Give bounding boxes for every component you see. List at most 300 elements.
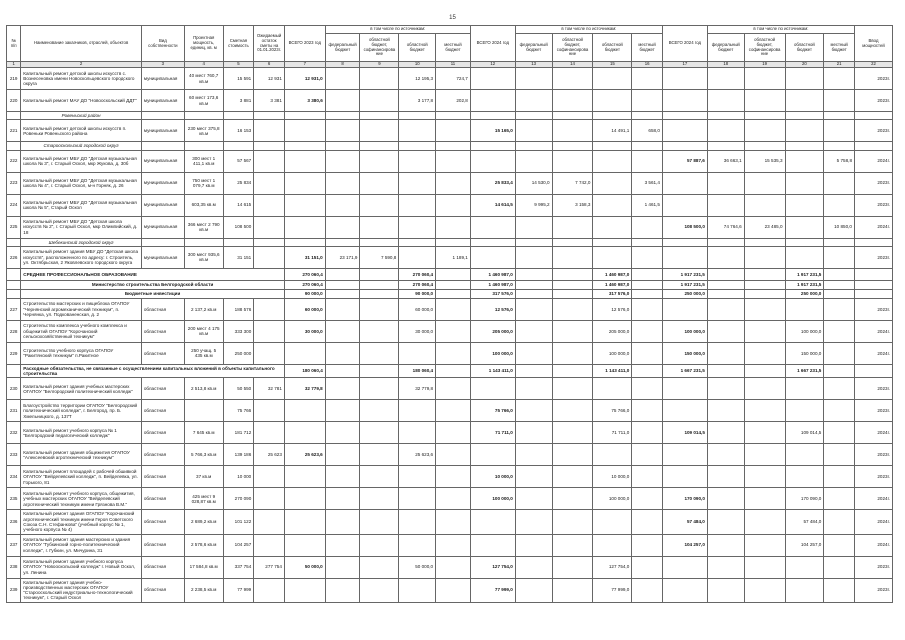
total-t23: 270 060,4 bbox=[284, 268, 325, 280]
total-t25: 250 000,0 bbox=[662, 289, 707, 298]
amount-l23 bbox=[436, 556, 471, 578]
amount-t23 bbox=[284, 216, 325, 238]
total-r23: 180 060,4 bbox=[399, 364, 436, 378]
commissioning-year: 2024г. bbox=[855, 320, 893, 342]
estimated-cost: 14 615 bbox=[223, 194, 254, 216]
amount-c24 bbox=[552, 466, 593, 488]
ownership-type: областная bbox=[141, 320, 184, 342]
amount-r23: 30 000,0 bbox=[399, 320, 436, 342]
amount-r23 bbox=[399, 150, 436, 172]
amount-f25 bbox=[707, 68, 744, 90]
amount-f23 bbox=[325, 120, 360, 142]
amount-c23 bbox=[360, 510, 399, 534]
empty-cell bbox=[593, 112, 632, 120]
empty-cell bbox=[662, 112, 707, 120]
amount-f25 bbox=[707, 422, 744, 444]
header-commissioning: Ввод мощностей bbox=[855, 26, 893, 62]
empty-cell bbox=[223, 142, 254, 150]
row-number-empty bbox=[7, 142, 21, 150]
remaining-cost: 277 754 bbox=[254, 556, 285, 578]
empty-cell bbox=[436, 289, 471, 298]
remaining-cost bbox=[254, 194, 285, 216]
amount-f24 bbox=[515, 320, 552, 342]
empty-cell bbox=[399, 142, 436, 150]
amount-r23 bbox=[399, 246, 436, 268]
amount-c25 bbox=[744, 466, 785, 488]
amount-r23 bbox=[399, 120, 436, 142]
empty-cell bbox=[632, 280, 663, 289]
district-header-row bbox=[7, 112, 893, 120]
capacity: 603,35 кв.м bbox=[184, 194, 223, 216]
empty-cell bbox=[552, 268, 593, 280]
amount-t24 bbox=[470, 534, 515, 556]
table-header bbox=[7, 26, 893, 68]
capacity: 230 мест 375,8 кв.м bbox=[184, 120, 223, 142]
amount-f23 bbox=[325, 194, 360, 216]
row-number: 225 bbox=[7, 216, 21, 238]
empty-cell bbox=[632, 238, 663, 246]
amount-c24 bbox=[552, 422, 593, 444]
amount-l25 bbox=[824, 400, 855, 422]
header-regional: областной бюджет bbox=[593, 34, 632, 62]
capacity: 17 584,8 кв.м bbox=[184, 556, 223, 578]
estimated-cost: 10 000 bbox=[223, 466, 254, 488]
amount-t24 bbox=[470, 150, 515, 172]
amount-f24 bbox=[515, 422, 552, 444]
amount-t24: 77 999,0 bbox=[470, 578, 515, 602]
ownership-type: муниципальная bbox=[141, 172, 184, 194]
header-federal: федеральный бюджет bbox=[325, 34, 360, 62]
amount-c25 bbox=[744, 510, 785, 534]
total-r25: 250 000,0 bbox=[785, 289, 824, 298]
amount-c25: 15 535,3 bbox=[744, 150, 785, 172]
amount-l23 bbox=[436, 422, 471, 444]
amount-l24 bbox=[632, 578, 663, 602]
amount-c25 bbox=[744, 578, 785, 602]
total-t25: 1 917 231,5 bbox=[662, 280, 707, 289]
amount-t24: 71 711,0 bbox=[470, 422, 515, 444]
amount-r24 bbox=[593, 194, 632, 216]
district-header-row bbox=[7, 238, 893, 246]
amount-l24 bbox=[632, 298, 663, 320]
amount-f23 bbox=[325, 444, 360, 466]
amount-c25 bbox=[744, 120, 785, 142]
amount-f24 bbox=[515, 90, 552, 112]
amount-t25: 104 257,0 bbox=[662, 534, 707, 556]
subsection-total-row bbox=[7, 280, 893, 289]
amount-r24 bbox=[593, 246, 632, 268]
empty-cell bbox=[184, 142, 223, 150]
amount-r25 bbox=[785, 150, 824, 172]
amount-t24 bbox=[470, 510, 515, 534]
amount-c24 bbox=[552, 488, 593, 510]
row-number: 227 bbox=[7, 298, 21, 320]
ownership-type: областная bbox=[141, 466, 184, 488]
amount-t23: 30 000,0 bbox=[284, 320, 325, 342]
amount-t25 bbox=[662, 194, 707, 216]
commissioning-year: 2023г. bbox=[855, 578, 893, 602]
empty-cell bbox=[855, 280, 893, 289]
header-total-2025: ВСЕГО 2024 год bbox=[662, 26, 707, 62]
row-number-empty bbox=[7, 268, 21, 280]
amount-l23 bbox=[436, 298, 471, 320]
amount-l25 bbox=[824, 68, 855, 90]
section-total-row bbox=[7, 364, 893, 378]
header-sources-2023: в том числе по источникам: bbox=[325, 26, 470, 34]
estimated-cost: 188 576 bbox=[223, 298, 254, 320]
empty-cell bbox=[824, 238, 855, 246]
amount-l24 bbox=[632, 444, 663, 466]
amount-l25 bbox=[824, 444, 855, 466]
amount-r24 bbox=[593, 216, 632, 238]
row-number: 220 bbox=[7, 90, 21, 112]
object-name: Капитальный ремонт МАУ ДО "Новооскольский ДДТ" bbox=[21, 90, 142, 112]
empty-cell bbox=[855, 289, 893, 298]
amount-c24 bbox=[552, 342, 593, 364]
amount-r24: 77 999,0 bbox=[593, 578, 632, 602]
amount-f25 bbox=[707, 400, 744, 422]
header-num: № п/п bbox=[7, 26, 21, 62]
empty-cell bbox=[360, 280, 399, 289]
amount-t24 bbox=[470, 378, 515, 400]
amount-t24: 25 833,4 bbox=[470, 172, 515, 194]
ownership-type: областная bbox=[141, 444, 184, 466]
remaining-cost bbox=[254, 510, 285, 534]
district-name: Шебекинский городской округ bbox=[21, 238, 142, 246]
amount-r24 bbox=[593, 378, 632, 400]
empty-cell bbox=[325, 364, 360, 378]
amount-f23 bbox=[325, 172, 360, 194]
amount-r24: 100 000,0 bbox=[593, 342, 632, 364]
header-name: Наименование заказчиков, отраслей, объектов bbox=[21, 26, 142, 62]
row-number: 231 bbox=[7, 400, 21, 422]
amount-c23 bbox=[360, 342, 399, 364]
amount-r25 bbox=[785, 68, 824, 90]
table-row bbox=[7, 422, 893, 444]
commissioning-year: 2024г. bbox=[855, 488, 893, 510]
header-sources-2024: в том числе по источникам: bbox=[515, 26, 662, 34]
column-number: 4 bbox=[184, 62, 223, 68]
amount-t25 bbox=[662, 172, 707, 194]
amount-c24 bbox=[552, 444, 593, 466]
amount-r25: 150 000,0 bbox=[785, 342, 824, 364]
amount-r24: 127 754,0 bbox=[593, 556, 632, 578]
empty-cell bbox=[785, 238, 824, 246]
row-number: 221 bbox=[7, 120, 21, 142]
amount-t24: 127 754,0 bbox=[470, 556, 515, 578]
table-row bbox=[7, 194, 893, 216]
column-number: 2 bbox=[21, 62, 142, 68]
table-row bbox=[7, 172, 893, 194]
amount-t24: 12 576,0 bbox=[470, 298, 515, 320]
commissioning-year: 2023г. bbox=[855, 68, 893, 90]
table-row bbox=[7, 320, 893, 342]
amount-l25 bbox=[824, 466, 855, 488]
amount-c23 bbox=[360, 90, 399, 112]
total-r23: 270 060,4 bbox=[399, 268, 436, 280]
amount-l23 bbox=[436, 488, 471, 510]
column-number: 5 bbox=[223, 62, 254, 68]
column-number: 13 bbox=[515, 62, 552, 68]
commissioning-year: 2024г. bbox=[855, 422, 893, 444]
amount-l24 bbox=[632, 90, 663, 112]
amount-c24 bbox=[552, 246, 593, 268]
empty-cell bbox=[141, 238, 184, 246]
ownership-type: муниципальная bbox=[141, 246, 184, 268]
ownership-type: областная bbox=[141, 342, 184, 364]
amount-c25 bbox=[744, 246, 785, 268]
object-name: Капитальный ремонт здания общежития ОГАПОУ "Алексеевский агротехнический техникум" bbox=[21, 444, 142, 466]
total-r24: 1 143 411,0 bbox=[593, 364, 632, 378]
amount-r23: 32 779,8 bbox=[399, 378, 436, 400]
amount-c23 bbox=[360, 378, 399, 400]
amount-t24: 75 766,0 bbox=[470, 400, 515, 422]
capacity: 60 мест 173,6 кв.м bbox=[184, 90, 223, 112]
amount-t23 bbox=[284, 510, 325, 534]
amount-l25 bbox=[824, 342, 855, 364]
amount-f23 bbox=[325, 298, 360, 320]
amount-l24 bbox=[632, 422, 663, 444]
amount-f24 bbox=[515, 578, 552, 602]
empty-cell bbox=[254, 112, 285, 120]
amount-c25 bbox=[744, 444, 785, 466]
amount-r23 bbox=[399, 578, 436, 602]
empty-cell bbox=[707, 280, 744, 289]
amount-f24 bbox=[515, 534, 552, 556]
empty-cell bbox=[184, 238, 223, 246]
empty-cell bbox=[744, 238, 785, 246]
row-number: 239 bbox=[7, 578, 21, 602]
amount-r23 bbox=[399, 342, 436, 364]
capacity: 366 мест 2 790 кв.м bbox=[184, 216, 223, 238]
row-number: 219 bbox=[7, 68, 21, 90]
empty-cell bbox=[515, 112, 552, 120]
amount-t24: 10 000,0 bbox=[470, 466, 515, 488]
amount-t25 bbox=[662, 246, 707, 268]
empty-cell bbox=[470, 112, 515, 120]
remaining-cost bbox=[254, 216, 285, 238]
amount-f25 bbox=[707, 556, 744, 578]
empty-cell bbox=[632, 364, 663, 378]
empty-cell bbox=[824, 364, 855, 378]
estimated-cost: 31 151 bbox=[223, 246, 254, 268]
amount-l25 bbox=[824, 90, 855, 112]
estimated-cost: 181 712 bbox=[223, 422, 254, 444]
amount-c24 bbox=[552, 120, 593, 142]
estimated-cost: 75 766 bbox=[223, 400, 254, 422]
object-name: Строительство комплекса учебного комплекса и общежитий ОГАПОУ "Корочанский сельскохозяйственный техникум" bbox=[21, 320, 142, 342]
row-number: 224 bbox=[7, 194, 21, 216]
object-name: Капитальный ремонт площадей с рабочей обшивкой ОГАПОУ "Вейделевский колледж", п. Вейделевка, ул. Горького, 81 bbox=[21, 466, 142, 488]
amount-l23 bbox=[436, 120, 471, 142]
amount-c24 bbox=[552, 150, 593, 172]
total-t25: 1 667 231,5 bbox=[662, 364, 707, 378]
section-name: Расходные обязательства, не связанные с осуществлением капитальных вложений в объекты капитального строительства bbox=[21, 364, 285, 378]
capacity: 37 кв.м bbox=[184, 466, 223, 488]
amount-t23: 3 380,6 bbox=[284, 90, 325, 112]
column-number: 16 bbox=[632, 62, 663, 68]
empty-cell bbox=[325, 238, 360, 246]
amount-t24 bbox=[470, 90, 515, 112]
empty-cell bbox=[552, 112, 593, 120]
amount-r24: 10 000,0 bbox=[593, 466, 632, 488]
amount-l25: 5 758,8 bbox=[824, 150, 855, 172]
amount-l23: 724,7 bbox=[436, 68, 471, 90]
amount-c25 bbox=[744, 342, 785, 364]
total-t23: 180 060,4 bbox=[284, 364, 325, 378]
empty-cell bbox=[707, 268, 744, 280]
table-row bbox=[7, 68, 893, 90]
amount-t23 bbox=[284, 488, 325, 510]
amount-t24: 15 165,0 bbox=[470, 120, 515, 142]
amount-t23 bbox=[284, 466, 325, 488]
empty-cell bbox=[436, 238, 471, 246]
district-header-row bbox=[7, 142, 893, 150]
empty-cell bbox=[855, 238, 893, 246]
amount-r25 bbox=[785, 378, 824, 400]
amount-c25: 23 485,0 bbox=[744, 216, 785, 238]
empty-cell bbox=[360, 142, 399, 150]
amount-l25 bbox=[824, 534, 855, 556]
empty-cell bbox=[662, 238, 707, 246]
amount-t25: 108 500,0 bbox=[662, 216, 707, 238]
amount-l24 bbox=[632, 216, 663, 238]
amount-t25 bbox=[662, 444, 707, 466]
ownership-type: муниципальная bbox=[141, 194, 184, 216]
amount-t23 bbox=[284, 534, 325, 556]
amount-l23 bbox=[436, 444, 471, 466]
ownership-type: областная bbox=[141, 534, 184, 556]
page-number: 15 bbox=[449, 15, 456, 21]
amount-l24 bbox=[632, 488, 663, 510]
amount-l25 bbox=[824, 298, 855, 320]
amount-f23 bbox=[325, 510, 360, 534]
header-regional-cofin: областной бюджет, софинансирова ние bbox=[552, 34, 593, 62]
estimated-cost: 101 122 bbox=[223, 510, 254, 534]
amount-l25: 10 850,0 bbox=[824, 216, 855, 238]
commissioning-year: 2023г. bbox=[855, 298, 893, 320]
amount-f24 bbox=[515, 488, 552, 510]
remaining-cost: 25 623 bbox=[254, 444, 285, 466]
amount-l24: 658,0 bbox=[632, 120, 663, 142]
header-regional: областной бюджет bbox=[785, 34, 824, 62]
total-t25: 1 917 231,5 bbox=[662, 268, 707, 280]
amount-t24: 100 000,0 bbox=[470, 488, 515, 510]
empty-cell bbox=[855, 142, 893, 150]
amount-t23 bbox=[284, 150, 325, 172]
amount-r23 bbox=[399, 488, 436, 510]
row-number: 236 bbox=[7, 510, 21, 534]
ownership-type: областная bbox=[141, 556, 184, 578]
row-number: 234 bbox=[7, 466, 21, 488]
amount-l25 bbox=[824, 246, 855, 268]
empty-cell bbox=[744, 112, 785, 120]
column-number: 17 bbox=[662, 62, 707, 68]
empty-cell bbox=[662, 142, 707, 150]
amount-c24 bbox=[552, 90, 593, 112]
object-name: Капитальный ремонт детской школы искусств п. Ровеньки Ровеньского района bbox=[21, 120, 142, 142]
empty-cell bbox=[552, 238, 593, 246]
amount-r24: 100 000,0 bbox=[593, 488, 632, 510]
amount-c23 bbox=[360, 400, 399, 422]
commissioning-year: 2023г. bbox=[855, 194, 893, 216]
header-local: местный бюджет bbox=[632, 34, 663, 62]
table-row bbox=[7, 378, 893, 400]
object-name: Капитальный ремонт здания ОГАПОУ "Корочанский агротехнический техникум имени Героя Советского Союза С.Н. Стефанкова" (учебный корпус № 1, учебного корпуса № 4) bbox=[21, 510, 142, 534]
remaining-cost bbox=[254, 466, 285, 488]
object-name: Капитальный ремонт здания учебно-производственных мастерских ОГАПОУ "Старооскольский индустриально-технологический техникум", г. Старый Оскол bbox=[21, 578, 142, 602]
empty-cell bbox=[632, 142, 663, 150]
column-number: 19 bbox=[744, 62, 785, 68]
amount-f24 bbox=[515, 444, 552, 466]
amount-t23: 32 779,8 bbox=[284, 378, 325, 400]
amount-l23 bbox=[436, 216, 471, 238]
capacity: 750 мест 1 079,7 кв.м bbox=[184, 172, 223, 194]
amount-c25 bbox=[744, 298, 785, 320]
amount-f23 bbox=[325, 488, 360, 510]
amount-f24 bbox=[515, 378, 552, 400]
empty-cell bbox=[593, 142, 632, 150]
estimated-cost: 25 834 bbox=[223, 172, 254, 194]
amount-f25 bbox=[707, 466, 744, 488]
amount-r23 bbox=[399, 400, 436, 422]
amount-r24 bbox=[593, 68, 632, 90]
amount-f25 bbox=[707, 378, 744, 400]
amount-t25: 100 000,0 bbox=[662, 320, 707, 342]
amount-r23: 50 000,0 bbox=[399, 556, 436, 578]
amount-r24 bbox=[593, 172, 632, 194]
amount-l24: 3 561,4 bbox=[632, 172, 663, 194]
empty-cell bbox=[632, 112, 663, 120]
amount-t23: 50 000,0 bbox=[284, 556, 325, 578]
amount-t25 bbox=[662, 466, 707, 488]
amount-r23: 60 000,0 bbox=[399, 298, 436, 320]
empty-cell bbox=[360, 112, 399, 120]
capacity: 5 766,3 кв.м bbox=[184, 444, 223, 466]
amount-r25 bbox=[785, 556, 824, 578]
amount-f23 bbox=[325, 216, 360, 238]
capacity: 2 689,2 кв.м bbox=[184, 510, 223, 534]
column-number: 8 bbox=[325, 62, 360, 68]
amount-f23 bbox=[325, 378, 360, 400]
amount-c23 bbox=[360, 172, 399, 194]
table-row bbox=[7, 298, 893, 320]
table-row bbox=[7, 488, 893, 510]
amount-r23: 25 623,6 bbox=[399, 444, 436, 466]
section-name: СРЕДНЕЕ ПРОФЕССИОНАЛЬНОЕ ОБРАЗОВАНИЕ bbox=[21, 268, 285, 280]
amount-c23 bbox=[360, 216, 399, 238]
commissioning-year: 2023г. bbox=[855, 556, 893, 578]
empty-cell bbox=[824, 268, 855, 280]
total-r25: 1 917 231,5 bbox=[785, 280, 824, 289]
empty-cell bbox=[785, 142, 824, 150]
remaining-cost bbox=[254, 298, 285, 320]
amount-f24: 14 530,0 bbox=[515, 172, 552, 194]
amount-f25: 74 764,6 bbox=[707, 216, 744, 238]
ownership-type: областная bbox=[141, 422, 184, 444]
remaining-cost: 12 931 bbox=[254, 68, 285, 90]
capacity: 200 мест 4 175 кв.м bbox=[184, 320, 223, 342]
total-t24: 317 576,0 bbox=[470, 289, 515, 298]
amount-c23 bbox=[360, 298, 399, 320]
empty-cell bbox=[744, 289, 785, 298]
amount-c24: 7 742,0 bbox=[552, 172, 593, 194]
amount-c25 bbox=[744, 90, 785, 112]
empty-cell bbox=[593, 238, 632, 246]
capacity: 300 мест 935,6 кв.м bbox=[184, 246, 223, 268]
empty-cell bbox=[254, 142, 285, 150]
amount-t25: 57 484,0 bbox=[662, 510, 707, 534]
